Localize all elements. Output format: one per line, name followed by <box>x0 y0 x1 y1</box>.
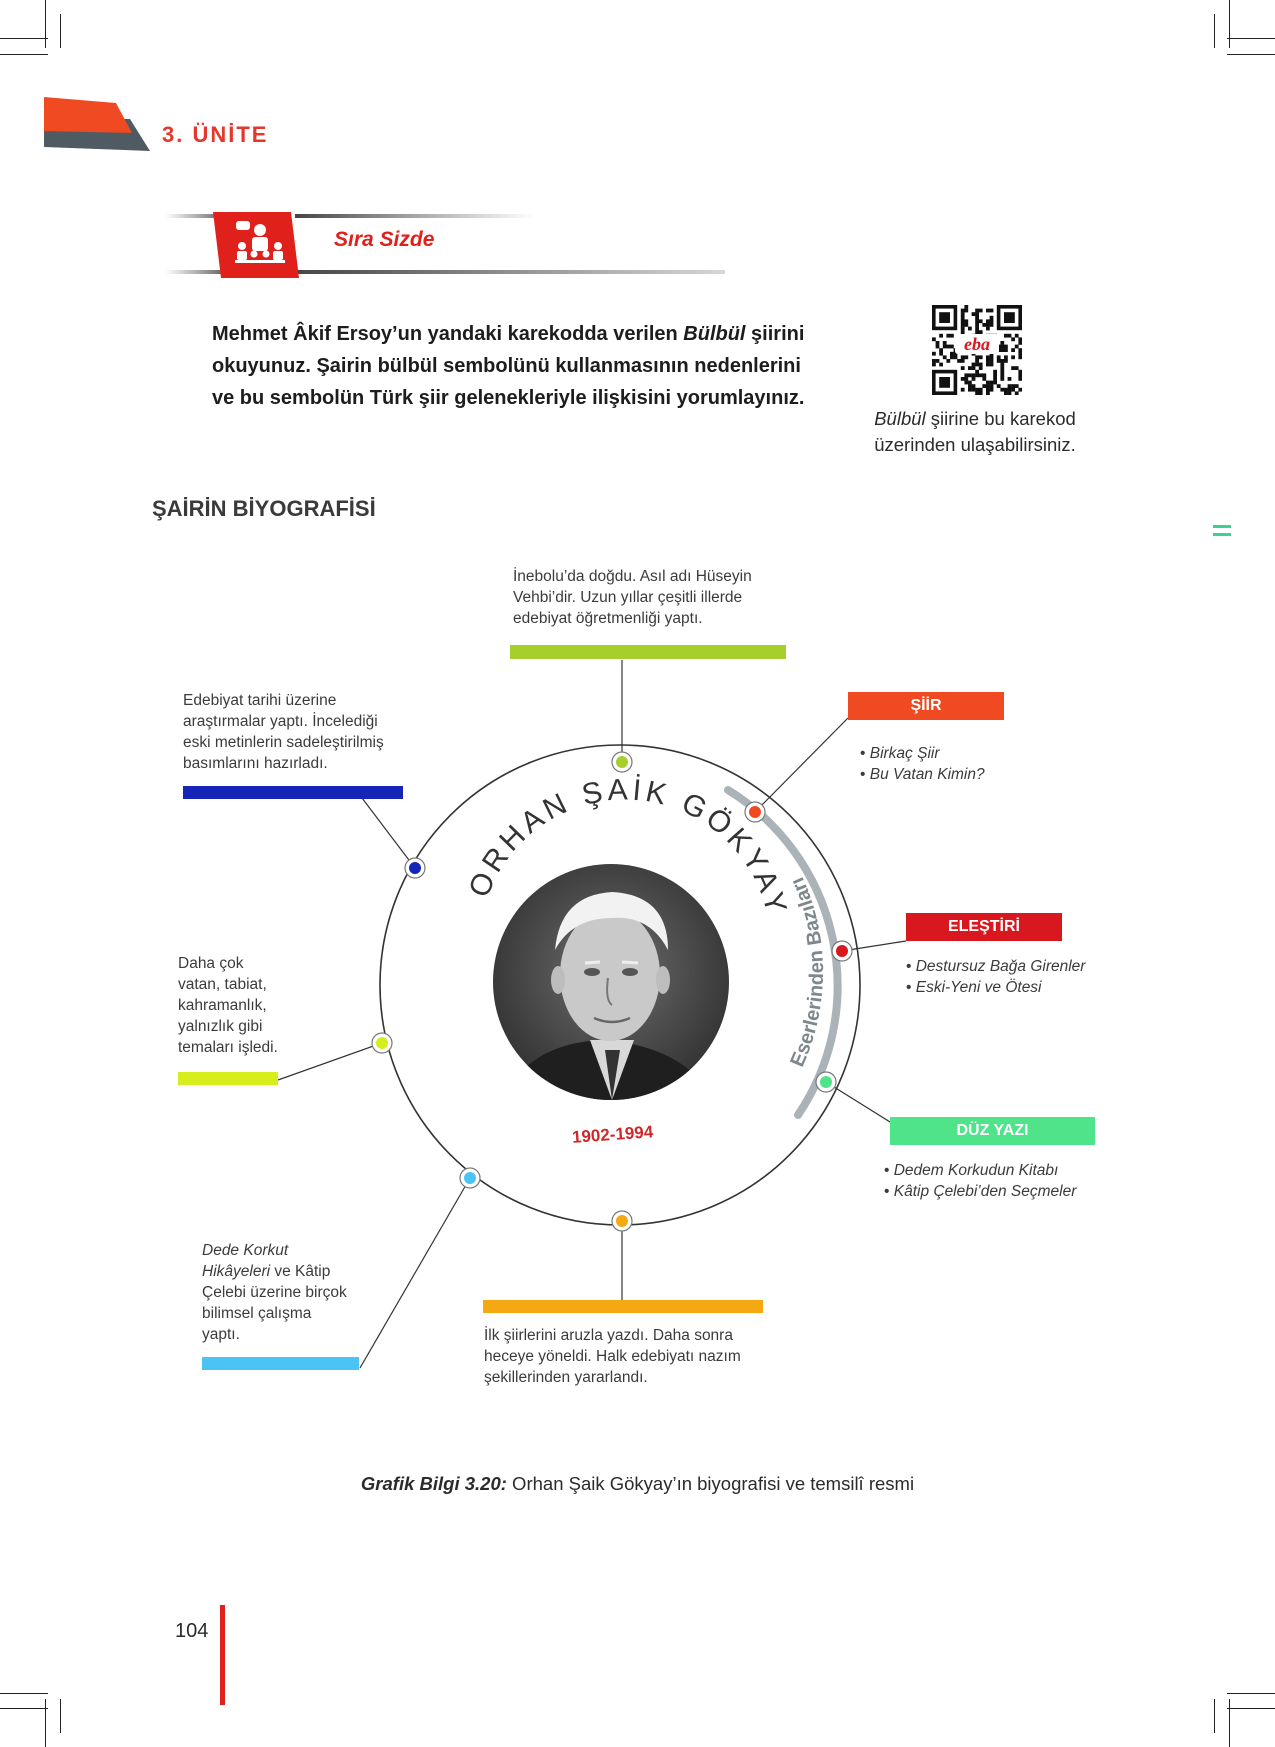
note-bottom <box>484 1325 741 1388</box>
poet-name: ORHAN ŞAİK GÖKYAY <box>462 773 794 921</box>
ring-node <box>372 1033 392 1053</box>
connector-line <box>826 1082 890 1122</box>
work-item: • Eski-Yeni ve Ötesi <box>906 977 1085 998</box>
note-bar-left <box>178 1072 278 1085</box>
note-line: İlk şiirlerini aruzla yazdı. Daha sonra <box>484 1327 733 1344</box>
note-bar-upper-left <box>183 786 403 799</box>
genre-label-duz-yazi: DÜZ YAZI <box>890 1117 1095 1145</box>
poem-title: Bülbül <box>683 323 746 345</box>
note-line: bilimsel çalışma <box>202 1305 312 1322</box>
note-line: Daha çok <box>178 955 244 972</box>
work-item: • Dedem Korkudun Kitabı <box>884 1160 1076 1181</box>
note-line: Çelebi üzerine birçok <box>202 1284 347 1301</box>
note-line: İnebolu’da doğdu. Asıl adı Hüseyin <box>513 568 752 585</box>
note-bar-top <box>510 645 786 659</box>
ring-node <box>816 1072 836 1092</box>
ring-node <box>405 858 425 878</box>
note-line: vatan, tabiat, <box>178 976 267 993</box>
ring-node <box>612 1211 632 1231</box>
works-list-elestiri <box>906 956 1085 998</box>
note-line: kahramanlık, <box>178 997 267 1014</box>
eba-logo-text: eba <box>964 334 990 354</box>
task-line: şiirini <box>745 323 805 345</box>
note-line: ve Kâtip <box>270 1263 331 1280</box>
note-line: basımlarını hazırladı. <box>183 755 328 772</box>
note-line: yalnızlık gibi <box>178 1018 263 1035</box>
note-top <box>513 566 752 629</box>
works-list-siir <box>860 743 985 785</box>
page-number: 104 <box>175 1620 209 1642</box>
ring-node <box>612 752 632 772</box>
book-title: Hikâyeleri <box>202 1263 271 1280</box>
connector-line <box>278 1043 382 1080</box>
connector-line <box>360 1178 470 1368</box>
figure-caption <box>0 1473 1275 1495</box>
qr-caption-italic: Bülbül <box>874 408 926 429</box>
genre-label-elestiri: ELEŞTİRİ <box>906 913 1062 941</box>
life-years: 1902-1994 <box>571 1122 654 1147</box>
note-upper-left <box>183 690 384 774</box>
portrait-image <box>493 864 729 1110</box>
note-line: eski metinlerin sadeleştirilmiş <box>183 734 384 751</box>
task-line: Mehmet Âkif Ersoy’un yandaki karekodda verilen <box>212 323 684 345</box>
task-line: okuyunuz. Şairin bülbül sembolünü kullanmasının nedenlerini <box>212 355 801 377</box>
ring-node <box>832 941 852 961</box>
note-line: heceye yöneldi. Halk edebiyatı nazım <box>484 1348 741 1365</box>
section-heading: ŞAİRİN BİYOGRAFİSİ <box>152 496 376 521</box>
note-line: Vehbi’dir. Uzun yıllar çeşitli illerde <box>513 589 743 606</box>
caption-label: Grafik Bilgi 3.20: <box>360 1473 507 1494</box>
note-line: şekillerinden yararlandı. <box>484 1369 648 1386</box>
page-number-rule <box>220 1605 225 1705</box>
note-line: edebiyat öğretmenliği yaptı. <box>513 610 703 627</box>
book-title: Dede Korkut <box>202 1242 289 1259</box>
note-lower-left <box>202 1240 347 1345</box>
note-line: temaları işledi. <box>178 1039 278 1056</box>
genre-label-siir: ŞİİR <box>848 692 1004 720</box>
note-line: yaptı. <box>202 1326 240 1343</box>
qr-caption-text: şiirine bu karekod <box>925 408 1076 429</box>
note-bar-lower-left <box>202 1357 359 1370</box>
work-item: • Kâtip Çelebi’den Seçmeler <box>884 1181 1076 1202</box>
qr-caption-text: üzerinden ulaşabilirsiniz. <box>874 434 1076 455</box>
work-item: • Destursuz Bağa Girenler <box>906 956 1085 977</box>
note-line: Edebiyat tarihi üzerine <box>183 692 337 709</box>
works-list-duz-yazi <box>884 1160 1076 1202</box>
connector-line <box>755 718 848 812</box>
unit-label: 3. ÜNİTE <box>162 122 269 147</box>
works-arc-label: Eserlerinden Bazıları <box>786 873 829 1071</box>
ring-node <box>460 1168 480 1188</box>
ring-node <box>745 802 765 822</box>
activity-title: Sıra Sizde <box>334 228 435 251</box>
task-line: ve bu sembolün Türk şiir gelenekleriyle ilişkisini yorumlayınız. <box>212 387 805 409</box>
work-item: • Bu Vatan Kimin? <box>860 764 985 785</box>
caption-text: Orhan Şaik Gökyay’ın biyografisi ve temsilî resmi <box>506 1473 915 1494</box>
note-line: araştırmalar yaptı. İncelediği <box>183 713 378 730</box>
work-item: • Birkaç Şiir <box>860 743 985 764</box>
note-left <box>178 953 278 1058</box>
connector-line <box>362 798 415 868</box>
note-bar-bottom <box>483 1300 763 1313</box>
